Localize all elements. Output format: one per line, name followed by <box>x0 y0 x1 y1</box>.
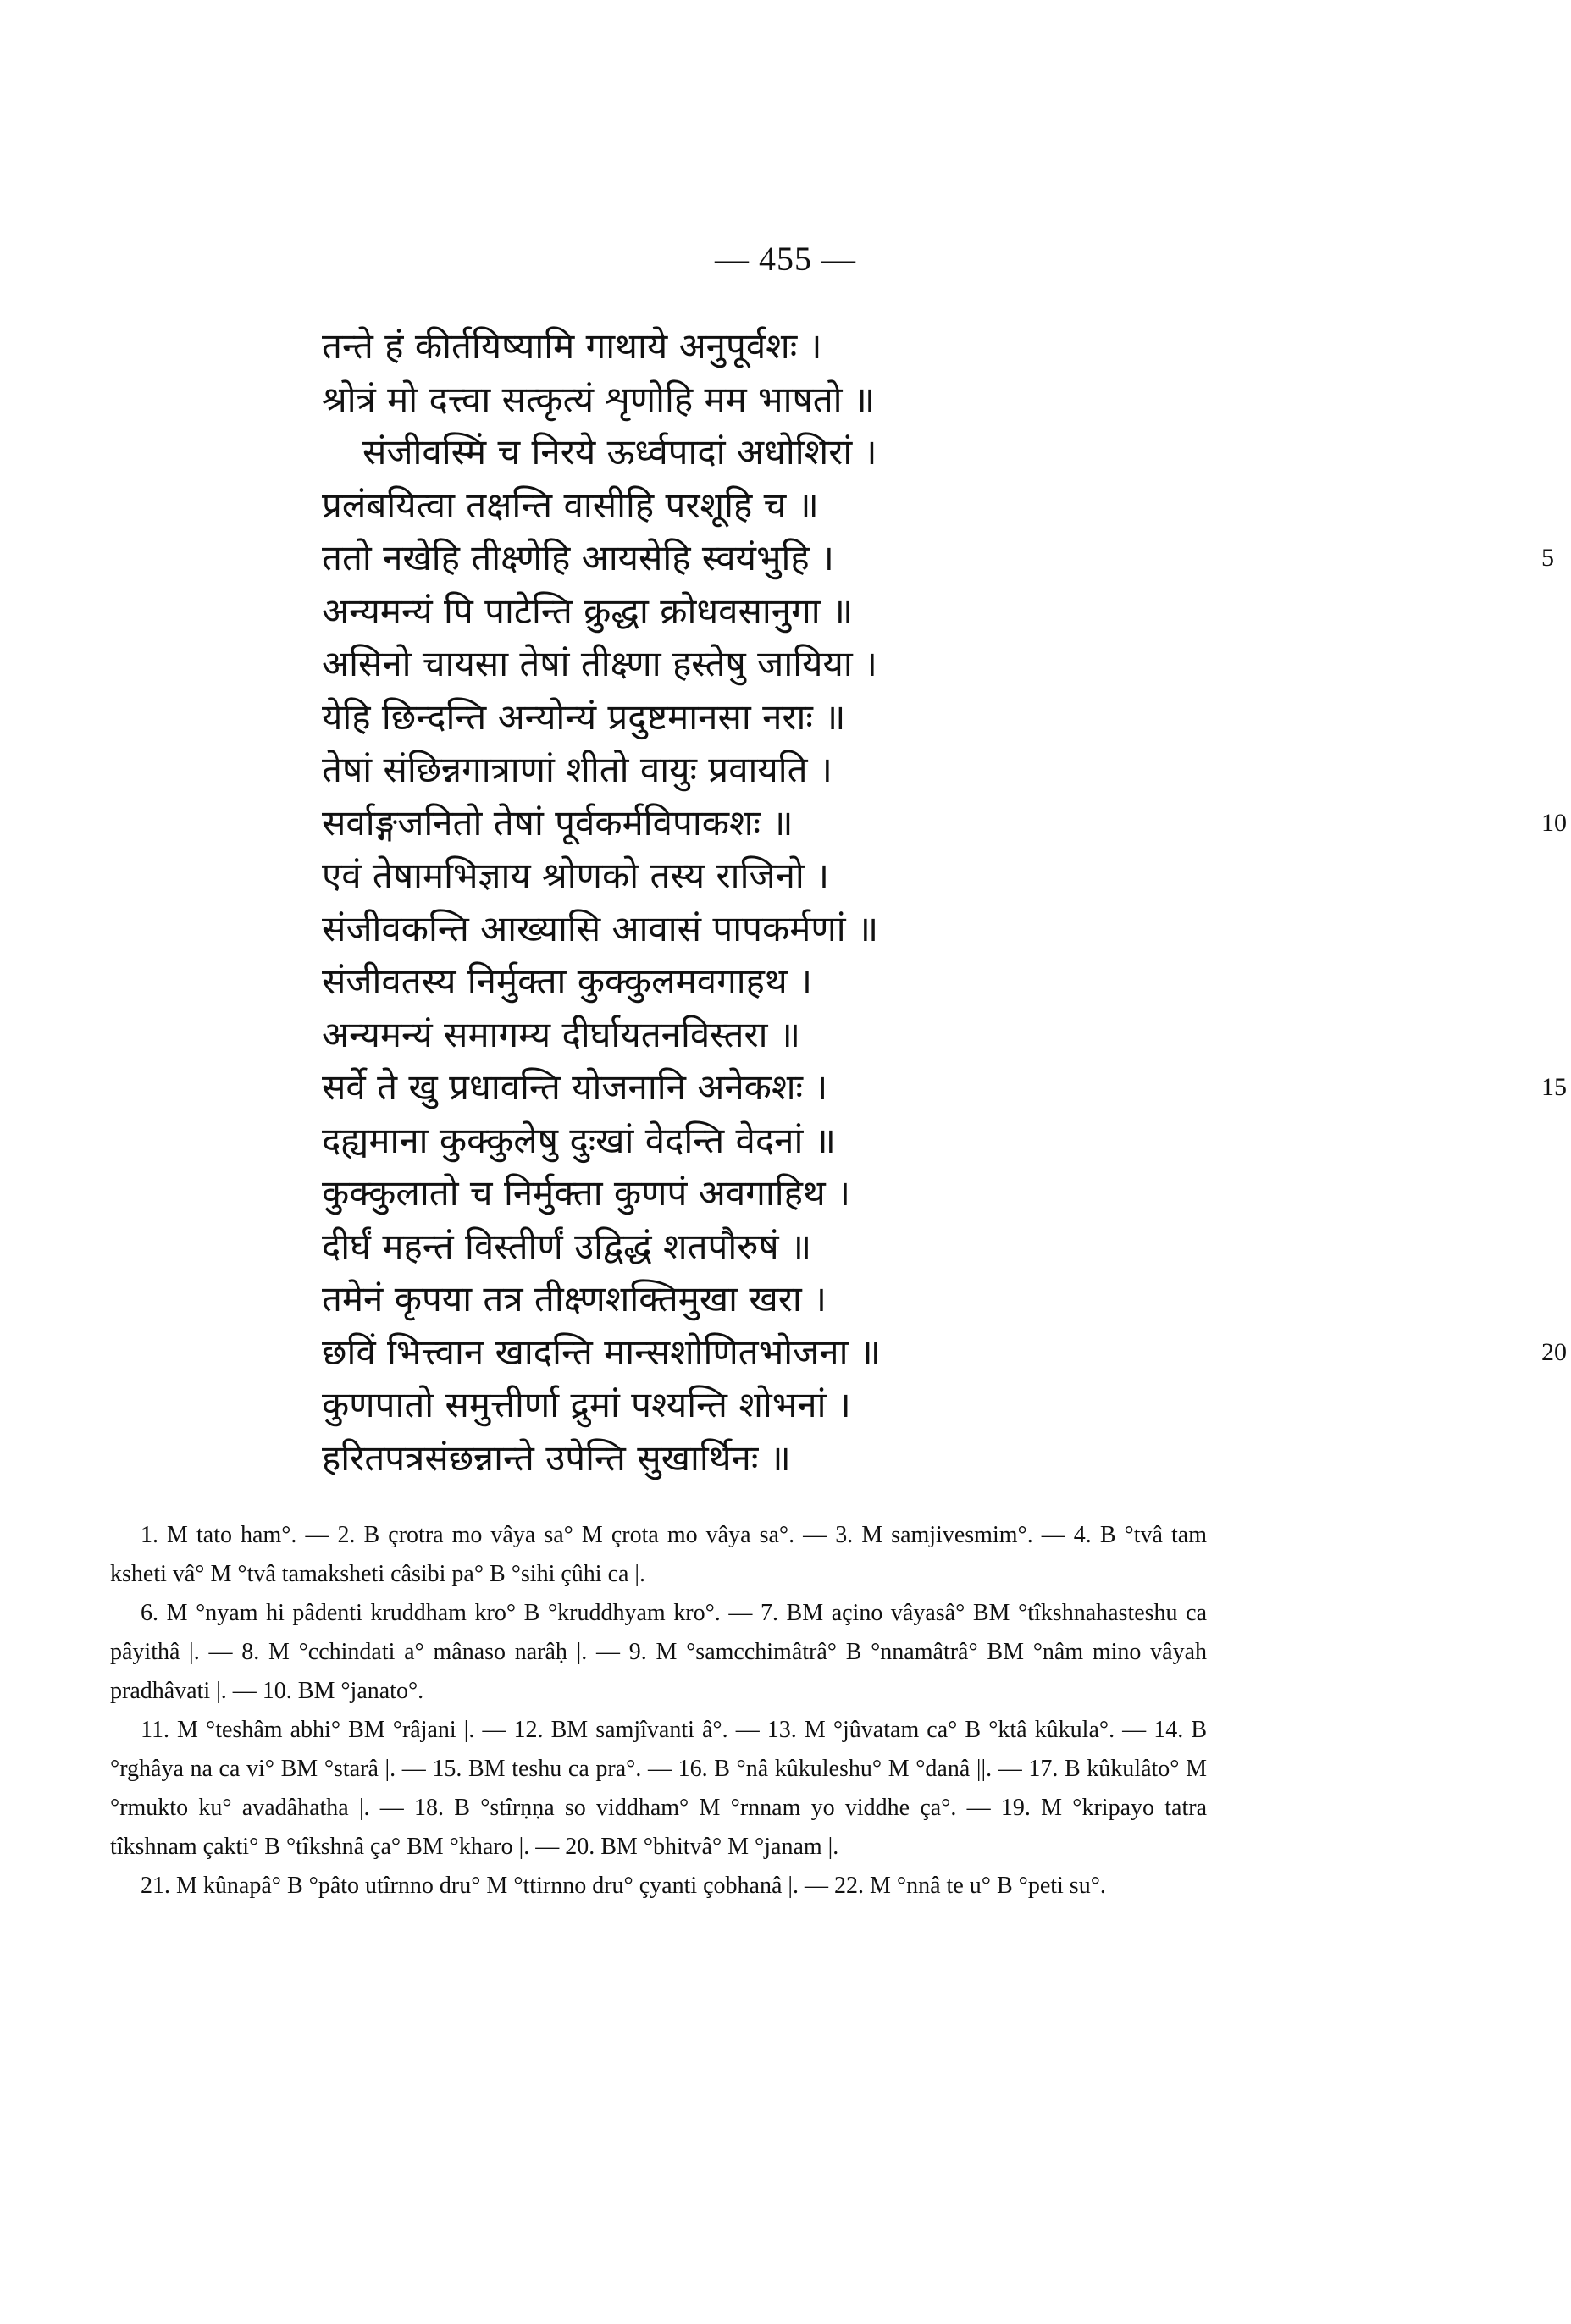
verse-line <box>322 849 1253 903</box>
line-number: 5 <box>1541 544 1554 572</box>
verse-text: हरितपत्रसंछन्नान्ते उपेन्ति सुखार्थिनः ॥ <box>322 1436 791 1479</box>
verse-text: अन्यमन्यं समागम्य दीर्घायतनविस्तरा ॥ <box>322 1013 801 1055</box>
verse-line <box>322 1273 1253 1326</box>
line-number: 15 <box>1541 1073 1567 1101</box>
line-number: 10 <box>1541 808 1567 837</box>
verse-text: संजीवतस्य निर्मुक्ता कुक्कुलमवगाहथ । <box>322 960 813 1002</box>
verse-line <box>322 903 1253 956</box>
verse-line <box>322 744 1253 797</box>
verse-text: कुक्कुलातो च निर्मुक्ता कुणपं अवगाहिथ । <box>322 1172 851 1214</box>
verse-text: अन्यमन्यं पि पाटेन्ति क्रुद्धा क्रोधवसानुगा ॥ <box>322 589 854 632</box>
verse-text: सर्वाङ्गजनितो तेषां पूर्वकर्मविपाकशः ॥ <box>322 801 794 844</box>
verse-text: छविं भित्त्वान खादन्ति मान्सशोणितभोजना ॥ <box>322 1331 881 1373</box>
verse-line <box>322 1115 1253 1168</box>
verse-line <box>322 374 1253 427</box>
verse-text: प्रलंबयित्वा तक्षन्ति वासीहि परशूहि च ॥ <box>322 484 819 526</box>
verse-line <box>322 585 1253 639</box>
verse-text: तन्ते हं कीर्तयिष्यामि गाथाये अनुपूर्वशः । <box>322 325 822 367</box>
footnote-paragraph: 6. M °nyam hi pâdenti kruddham kro° B °kruddhyam kro°. — 7. BM açino vâyasâ° BM °tîkshnahasteshu ca pâyithâ |. — 8. M °cchindati a° mânaso narâḥ |. — 9. M °samcchimâtrâ° B °nnamâtrâ° BM °nâm mino vâyah pradhâvati |. — 10. BM °janato°. <box>110 1600 1207 1704</box>
verse-text: एवं तेषामभिज्ञाय श्रोणको तस्य राजिनो । <box>322 855 830 896</box>
verse-text: तमेनं कृपया तत्र तीक्ष्णशक्तिमुखा खरा । <box>322 1278 827 1320</box>
footnote-paragraph: 21. M kûnapâ° B °pâto utîrnno dru° M °ttirnno dru° çyanti çobhanâ |. — 22. M °nnâ te u° B °peti su°. <box>141 1873 1106 1899</box>
verse-line <box>322 1326 1567 1380</box>
footnote-paragraph: 11. M °teshâm abhi° BM °râjani |. — 12. BM samjîvanti â°. — 13. M °jûvatam ca° B °ktâ kûkula°. — 14. B °rghâya na ca vi° BM °starâ |. — 15. BM teshu ca pra°. — 16. B °nâ kûkuleshu° M °danâ ||. — 17. B kûkulâto° M °rmukto ku° avadâhatha |. — 18. B °stîrṇṇa so viddham° M °rnnam yo viddhe ça°. — 19. M °kripayo tatra tîkshnam çakti° B °tîkshnâ ça° BM °kharo |. — 20. BM °bhitvâ° M °janam |. <box>110 1717 1207 1860</box>
verse-text: येहि छिन्दन्ति अन्योन्यं प्रदुष्टमानसा नराः ॥ <box>322 695 846 738</box>
verse-line <box>322 1167 1253 1220</box>
verse-text: तेषां संछिन्नगात्राणां शीतो वायुः प्रवायति । <box>322 749 833 790</box>
page-number: — 455 — <box>715 240 856 278</box>
verse-line <box>322 638 1253 691</box>
verse-text: असिनो चायसा तेषां तीक्ष्णा हस्तेषु जायिया । <box>322 643 877 684</box>
verse-line <box>322 1379 1253 1432</box>
verse-line <box>322 320 1253 374</box>
line-number: 20 <box>1541 1337 1567 1366</box>
verse-text: संजीवकन्ति आख्यासि आवासं पापकर्मणां ॥ <box>322 907 879 949</box>
verse-block <box>322 320 1567 1485</box>
verse-text: संजीवस्मिं च निरये ऊर्ध्वपादां अधोशिरां । <box>362 431 877 473</box>
verse-text: दीर्घं महन्तं विस्तीर्णं उद्विद्धं शतपौरुषं ॥ <box>322 1225 812 1267</box>
verse-line <box>322 797 1567 850</box>
verse-line <box>322 479 1253 533</box>
verse-line <box>322 1009 1253 1062</box>
verse-line <box>322 1061 1567 1115</box>
verse-line <box>322 426 1253 479</box>
verse-text: ततो नखेहि तीक्ष्णेहि आयसेहि स्वयंभुहि । <box>322 537 834 578</box>
verse-line <box>322 1220 1253 1274</box>
footnotes <box>110 1516 1207 1906</box>
verse-text: कुणपातो समुत्तीर्णा द्रुमां पश्यन्ति शोभनां । <box>322 1384 851 1425</box>
verse-line <box>322 691 1253 744</box>
verse-text: श्रोत्रं मो दत्त्वा सत्कृत्यं शृणोहि मम भाषतो ॥ <box>322 378 876 420</box>
verse-line <box>322 532 1554 585</box>
verse-text: सर्वे ते खु प्रधावन्ति योजनानि अनेकशः । <box>322 1066 828 1108</box>
verse-line <box>322 955 1253 1009</box>
verse-line <box>322 1432 1253 1486</box>
footnote-paragraph: 1. M tato ham°. — 2. B çrotra mo vâya sa° M çrota mo vâya sa°. — 3. M samjivesmim°. — 4. B °tvâ tam ksheti vâ° M °tvâ tamaksheti câsibi pa° B °sihi çûhi ca |. <box>110 1522 1207 1587</box>
verse-text: दह्यमाना कुक्कुलेषु दुःखां वेदन्ति वेदनां ॥ <box>322 1119 836 1161</box>
